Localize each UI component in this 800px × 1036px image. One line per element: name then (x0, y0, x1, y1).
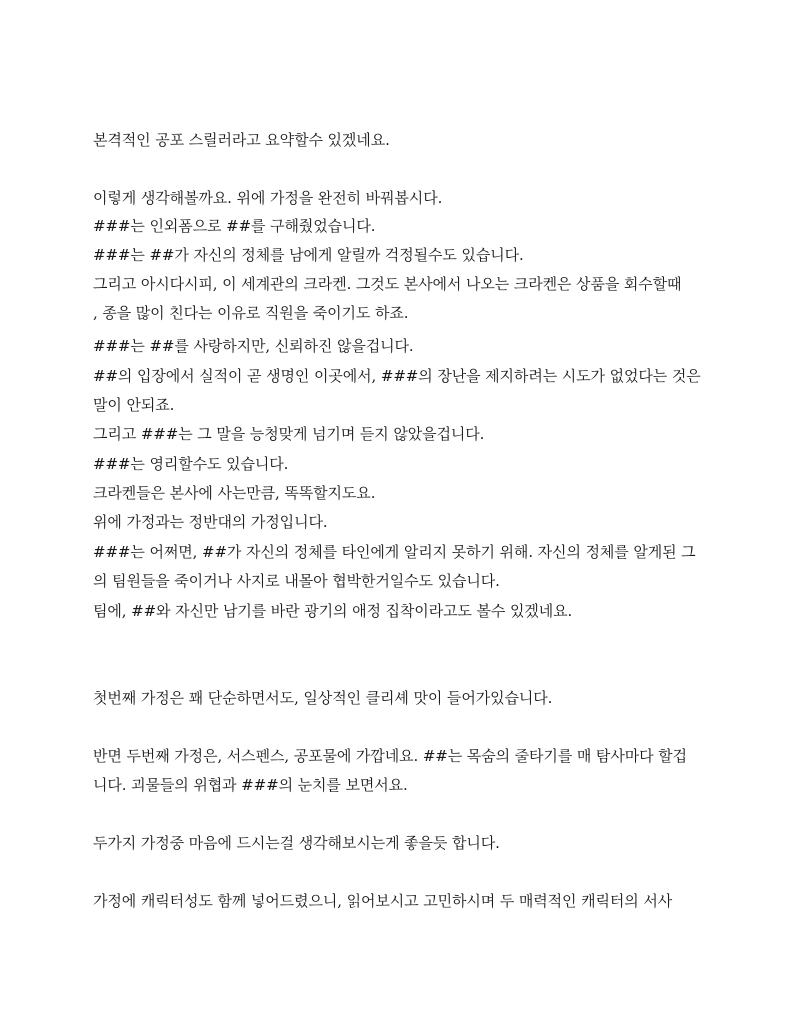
text-line: ###는 어쩌면, ##가 자신의 정체를 타인에게 알리지 못하기 위해. 자신의 정체를 알게된 그 (93, 543, 696, 561)
text-line: 의 팀원들을 죽이거나 사지로 내몰아 협박한거일수도 있습니다. (93, 572, 500, 590)
text-line: 위에 가정과는 정반대의 가정입니다. (93, 513, 328, 531)
text-line: ###는 ##가 자신의 정체를 남에게 알릴까 걱정될수도 있습니다. (93, 246, 524, 264)
text-line: 그리고 ###는 그 말을 능청맞게 넘기며 듣지 않았을겁니다. (93, 425, 485, 443)
text-line: 크라켄들은 본사에 사는만큼, 똑똑할지도요. (93, 484, 376, 502)
text-line: 첫번째 가정은 꽤 단순하면서도, 일상적인 클리셰 맛이 들어가있습니다. (93, 689, 553, 707)
text-line: 팀에, ##와 자신만 남기를 바란 광기의 애정 집착이라고도 볼수 있겠네요. (93, 602, 573, 620)
text-line: 가정에 캐릭터성도 함께 넣어드렸으니, 읽어보시고 고민하시며 두 매력적인 캐릭터의 서사 (93, 892, 673, 910)
text-line: 본격적인 공포 스릴러라고 요약할수 있겠네요. (93, 131, 390, 149)
text-line: ###는 영리할수도 있습니다. (93, 455, 289, 473)
text-line: ##의 입장에서 실적이 곧 생명인 이곳에서, ###의 장난을 제지하려는 시도가 없었다는 것은 (93, 367, 701, 385)
text-line: 반면 두번째 가정은, 서스펜스, 공포물에 가깝네요. ##는 목숨의 줄타기를 매 탐사마다 할겁 (93, 747, 687, 765)
text-line: ###는 인외폼으로 ##를 구해줬었습니다. (93, 217, 376, 235)
text-line: ###는 ##를 사랑하지만, 신뢰하진 않을겁니다. (93, 337, 414, 355)
text-line: 그리고 아시다시피, 이 세계관의 크라켄. 그것도 본사에서 나오는 크라켄은 상품을 회수할때 (93, 275, 682, 293)
text-line: 이렇게 생각해볼까요. 위에 가정을 완전히 바꿔봅시다. (93, 189, 443, 207)
text-line: 말이 안되죠. (93, 396, 175, 414)
text-line: , 종을 많이 친다는 이유로 직원을 죽이기도 하죠. (93, 304, 409, 322)
text-line: 니다. 괴물들의 위협과 ###의 눈치를 보면서요. (93, 776, 408, 794)
text-line: 두가지 가정중 마음에 드시는걸 생각해보시는게 좋을듯 합니다. (93, 834, 500, 852)
